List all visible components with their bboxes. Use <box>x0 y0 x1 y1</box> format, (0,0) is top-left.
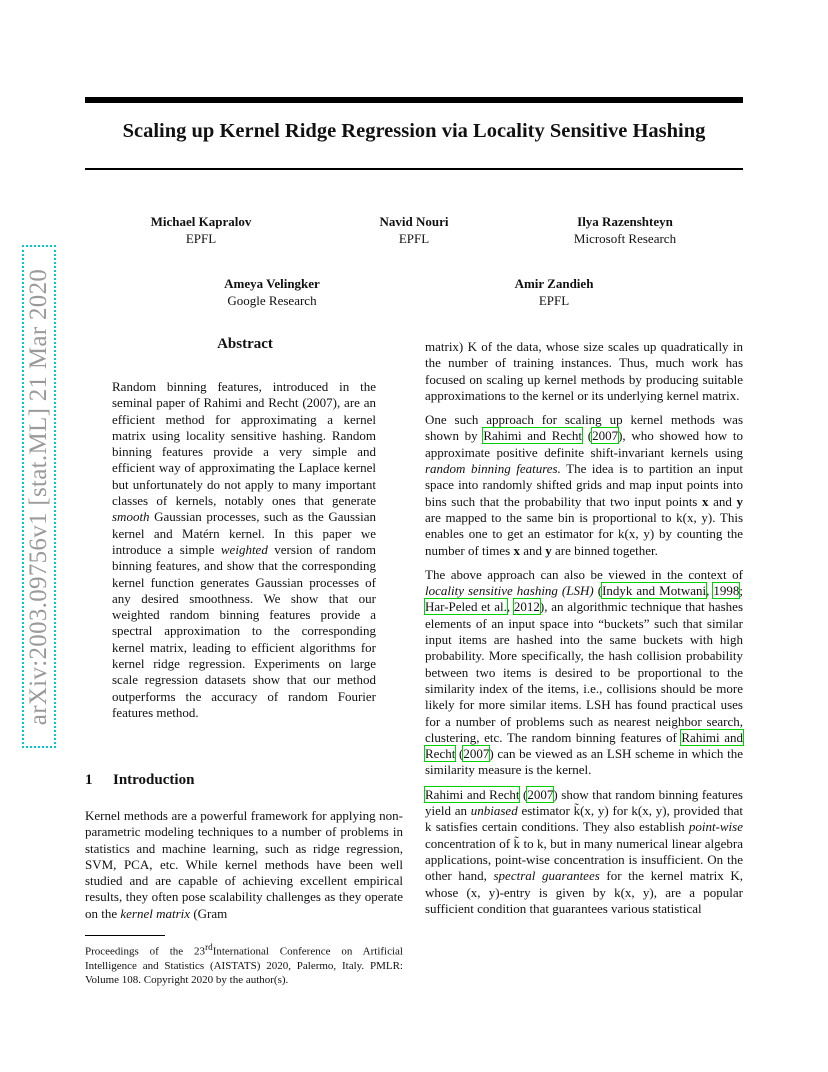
text-part: ( <box>582 428 593 444</box>
author-block <box>162 275 382 309</box>
author-affiliation: EPFL <box>398 231 430 246</box>
text-part: estimator k̃(x, y) for k(x, y), provided that k satisfies certain conditions. They also establish <box>425 803 743 835</box>
author-affiliation: EPFL <box>185 231 217 246</box>
intro-text-part: Kernel methods are a powerful framework for applying non-parametric modeling techniques to a number of problems in statistics and machine learning, such as ridge regression, SVM, PCA, etc. While kernel methods have been well studied and are capable of achieving excellent empirical results, they often pose scalability challenges as they operate on the <box>85 808 403 921</box>
title-top-rule <box>85 97 743 103</box>
author-affiliation: Microsoft Research <box>573 231 677 246</box>
text-part: , <box>706 583 714 599</box>
author-name: Amir Zandieh <box>514 276 594 291</box>
abstract-text-part: Random binning features, introduced in the seminal paper of Rahimi and Recht (2007), are an efficient method for approximating a kernel matrix using locality sensitive hashing. Random binning features provide a very simple and efficient way of approximating the Laplace kernel but unfortunately do not apply to many important classes of kernels, notably ones that generate <box>112 379 376 509</box>
citation-link[interactable]: 2012 <box>513 599 540 615</box>
paragraph <box>425 787 743 917</box>
right-column <box>425 339 743 925</box>
abstract-heading: Abstract <box>217 336 273 352</box>
footnote-text-part: Proceedings of the 23 <box>85 945 206 958</box>
bold-symbol: y <box>545 542 552 558</box>
section-number: 1 <box>85 772 93 788</box>
footnote-text-part: International Conference on Artificial Intelligence and Statistics (AISTATS) 2020, Palermo, Italy. PMLR: Volume 108. Copyright 2020 by the author(s). <box>85 945 403 986</box>
arxiv-identifier-text: arXiv:2003.09756v1 [stat.ML] 21 Mar 2020 <box>25 268 53 725</box>
emphasis: locality sensitive hashing (LSH) <box>425 583 594 599</box>
text-part: The above approach can also be viewed in the context of <box>425 566 743 582</box>
paragraph <box>425 412 743 559</box>
author-block <box>444 275 664 309</box>
text-part: ; <box>739 583 744 599</box>
citation-link[interactable]: Rahimi and Recht <box>483 428 583 444</box>
intro-emphasis: kernel matrix <box>120 905 191 921</box>
citation-link[interactable]: Har-Peled et al. <box>425 599 507 615</box>
abstract-emphasis: smooth <box>112 509 150 525</box>
emphasis: spectral guarantees <box>493 868 600 884</box>
text-part: The idea is to partition an input space into randomly shifted grids and map input points into bins such that the probability that two input points <box>425 461 743 509</box>
emphasis: unbiased <box>470 803 518 819</box>
section-title: Introduction <box>113 772 195 788</box>
paragraph: matrix) K of the data, whose size scales up quadratically in the number of training instances. Thus, much work has focused on scaling up kernel methods by producing suitable approximations to the kernel or its underlying kernel matrix. <box>425 339 743 403</box>
abstract-text <box>112 379 376 721</box>
abstract-emphasis: weighted <box>220 541 268 557</box>
author-block <box>304 213 524 247</box>
author-affiliation: Google Research <box>227 293 317 308</box>
text-part: ) can be viewed as an LSH scheme in which the similarity measure is the kernel. <box>425 746 743 778</box>
author-name: Michael Kapralov <box>150 214 252 229</box>
section-heading-introduction <box>85 772 194 789</box>
bold-symbol: x <box>513 542 520 558</box>
author-name: Navid Nouri <box>379 214 449 229</box>
text-part: ), an algorithmic technique that hashes elements of an input space into “buckets” such that similar input items are hashed into the same buckets with high probability. More specifically, the hash collision probability between two items is desired to be proportional to the similarity index of the items, i.e., collisions should be more likely for more similar items. LSH has found practical uses for a number of problems such as nearest neighbor search, clustering, etc. The random binning features of <box>425 599 744 745</box>
text-part: ) show that random binning features yield an <box>425 786 743 819</box>
author-affiliation: EPFL <box>538 293 570 308</box>
author-name: Ameya Velingker <box>224 276 320 291</box>
citation-link[interactable]: 1998 <box>713 583 740 599</box>
text-part: , <box>506 599 514 615</box>
bold-symbol: x <box>701 493 709 509</box>
footnote <box>85 940 403 987</box>
citation-link[interactable]: Indyk and Motwani <box>602 583 707 599</box>
author-block <box>91 213 311 247</box>
text-part: and <box>708 493 737 509</box>
citation-link[interactable]: 2007 <box>592 428 619 444</box>
citation-link[interactable]: Rahimi and Recht <box>425 729 744 762</box>
text-part: and <box>519 542 546 558</box>
text-part: are binned together. <box>551 542 658 558</box>
title-bottom-rule <box>85 168 743 170</box>
abstract-text-part: Gaussian processes, such as the Gaussian kernel and Matérn kernel. In this paper we introduce a simple <box>112 509 376 557</box>
citation-link[interactable]: Rahimi and Recht <box>425 786 520 802</box>
text-part: for the kernel matrix K, whose (x, y)-entry is given by k(x, y), are a popular sufficient condition that guarantees various statistical <box>425 868 744 916</box>
text-part: ( <box>593 583 603 599</box>
citation-link[interactable]: 2007 <box>527 786 554 802</box>
text-part: are mapped to the same bin is proportional to k(x, y). This enables one to get an estimator for k(x, y) by counting the number of times <box>425 509 743 558</box>
paper-title: Scaling up Kernel Ridge Regression via Locality Sensitive Hashing <box>122 120 706 142</box>
intro-text-part: (Gram <box>190 905 228 921</box>
footnote-rule <box>85 935 165 936</box>
introduction-paragraph <box>85 808 403 922</box>
paragraph <box>425 567 743 779</box>
author-block <box>515 213 735 247</box>
abstract-text-part: version of random binning features, and show that the corresponding kernel function generates Gaussian processes of any desired smoothness. We show that our weighted random binning features provide a spectral approximation to the corresponding kernel matrix, leading to efficient algorithms for kernel ridge regression. Experiments on large scale regression datasets show that our method outperforms the accuracy of random Fourier features method. <box>112 541 376 720</box>
text-part: ), who showed how to approximate positive definite shift-invariant kernels using <box>425 428 743 460</box>
bold-symbol: y <box>736 493 743 509</box>
text-part: concentration of k̃ to k, but in many numerical linear algebra applications, point-wise concentration is insufficient. On the other hand, <box>425 835 743 884</box>
text-part: ( <box>519 786 528 802</box>
text-part: One such approach for scaling up kernel methods was shown by <box>425 412 743 444</box>
emphasis: random binning features. <box>425 461 561 477</box>
text-part: ( <box>455 746 464 762</box>
author-name: Ilya Razenshteyn <box>577 214 673 229</box>
emphasis: point-wise <box>688 819 743 835</box>
footnote-superscript: rd <box>205 942 213 952</box>
citation-link[interactable]: 2007 <box>463 746 490 762</box>
arxiv-identifier-stamp[interactable] <box>22 245 56 748</box>
